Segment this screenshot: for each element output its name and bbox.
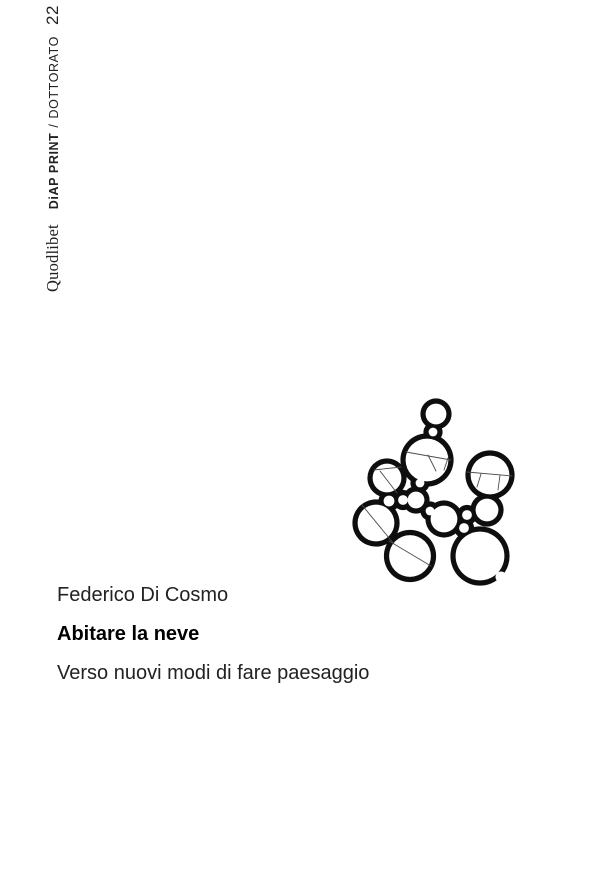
snow-crystal-illustration [340,390,540,600]
series-separator: / [47,123,61,128]
book-subtitle: Verso nuovi modi di fare paesaggio [57,662,370,684]
publisher-logotype: Quodlibet [43,224,62,292]
illustration-stroke-gaps [496,572,507,583]
series-number: 22 [43,5,62,25]
title-block [57,583,369,685]
book-title: Abitare la neve [57,623,200,645]
series-label: DiAP PRINT [47,132,61,210]
spine-text [43,5,64,292]
series-name: DOTTORATO [47,36,61,119]
author-name: Federico Di Cosmo [57,584,229,606]
